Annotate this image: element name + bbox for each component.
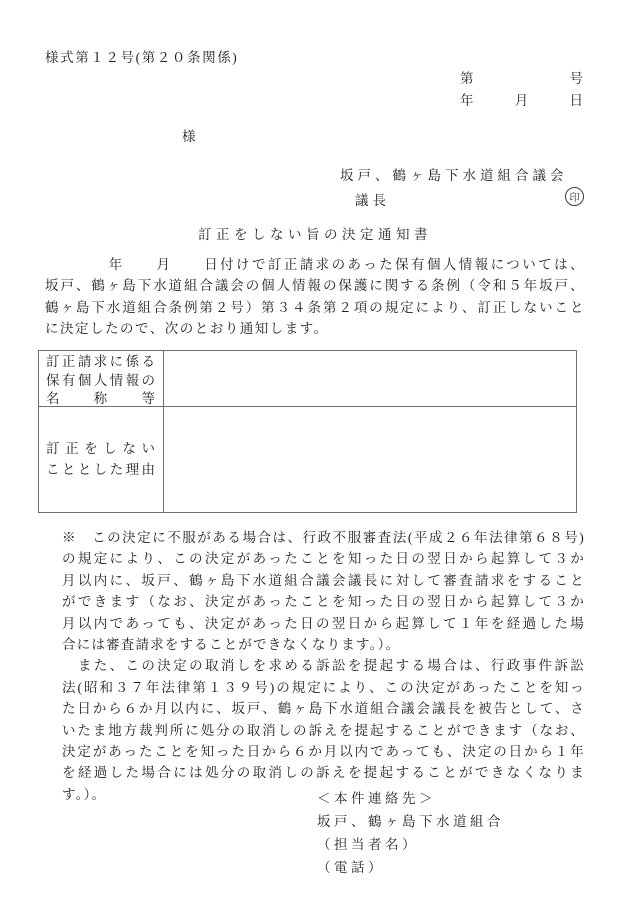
sender-organization: 坂戸、鶴ヶ島下水道組合議会 (340, 168, 568, 183)
form-number-label: 様式第１２号(第２０条関係) (45, 50, 239, 65)
addressee-honorific: 様 (182, 129, 198, 144)
seal-character: 印 (569, 193, 580, 204)
info-table (38, 350, 577, 513)
appeal-rights-note (62, 527, 585, 805)
date-day-label: 日 (569, 93, 583, 108)
contact-block (317, 787, 504, 879)
contact-person-label: （担当者名） (317, 837, 419, 852)
document-title: 訂正をしない旨の決定通知書 (198, 227, 432, 242)
date-line (460, 89, 583, 109)
contact-header: ＜本件連絡先＞ (317, 791, 436, 806)
appeal-note-paragraph-2: また、この決定の取消しを求める訴訟を提起する場合は、行政事件訴訟 法(昭和３７年法律第１３９号)の規定により、この決定があったことを知っ た日から６か月以内に、坂戸、鶴ヶ島下水道組合議会議長を被告として、さ いたま地方裁判所に処分の取消しの訴えを提起することができます（なお、 決定があったことを知った日から６か月以内であっても、決定の日から１年 を経過した場合には処分の取消しの訴えを提起することができなくなりま す。）。 (62, 658, 585, 802)
table-value-requested-info-name (164, 351, 576, 406)
appeal-note-paragraph-1: ※ この決定に不服がある場合は、行政不服審査法(平成２６年法律第６８号) の規定により、この決定があったことを知った日の翌日から起算して３か 月以内に、坂戸、鶴ヶ島下水道組合議会議長に対して審査請求をすること ができます（なお、決定があったことを知った日の翌日から起算して３か 月以内であっても、決定があった日の翌日から起算して１年を経過した場 合には審査請求をすることができなくなります。）。 (62, 530, 585, 653)
table-row (39, 351, 576, 407)
document-number-line (460, 67, 583, 87)
seal-icon (565, 187, 584, 206)
date-year-label: 年 (460, 93, 474, 108)
body-paragraph: 年 月 日付けで訂正請求のあった保有個人情報については、 坂戸、鶴ヶ島下水道組合議会の個人情報の保護に関する条例（令和５年坂戸、 鶴ヶ島下水道組合条例第２号）第３４条第２項の規定により、訂正しないこと に決定したので、次のとおり通知します。 (45, 257, 585, 337)
doc-number-suffix: 号 (569, 71, 583, 86)
sender-title: 議長 (355, 193, 390, 208)
table-value-reason-no-correction (164, 407, 576, 512)
contact-organization: 坂戸、鶴ヶ島下水道組合 (317, 814, 504, 829)
date-month-label: 月 (514, 93, 529, 108)
table-label-reason-no-correction: 訂正をしない こととした理由 (39, 407, 164, 512)
table-label-requested-info-name: 訂正請求に係る 保有個人情報の 名称等 (39, 351, 164, 406)
table-row (39, 407, 576, 512)
doc-number-prefix: 第 (460, 71, 474, 86)
contact-phone-label: （電話） (317, 860, 385, 875)
